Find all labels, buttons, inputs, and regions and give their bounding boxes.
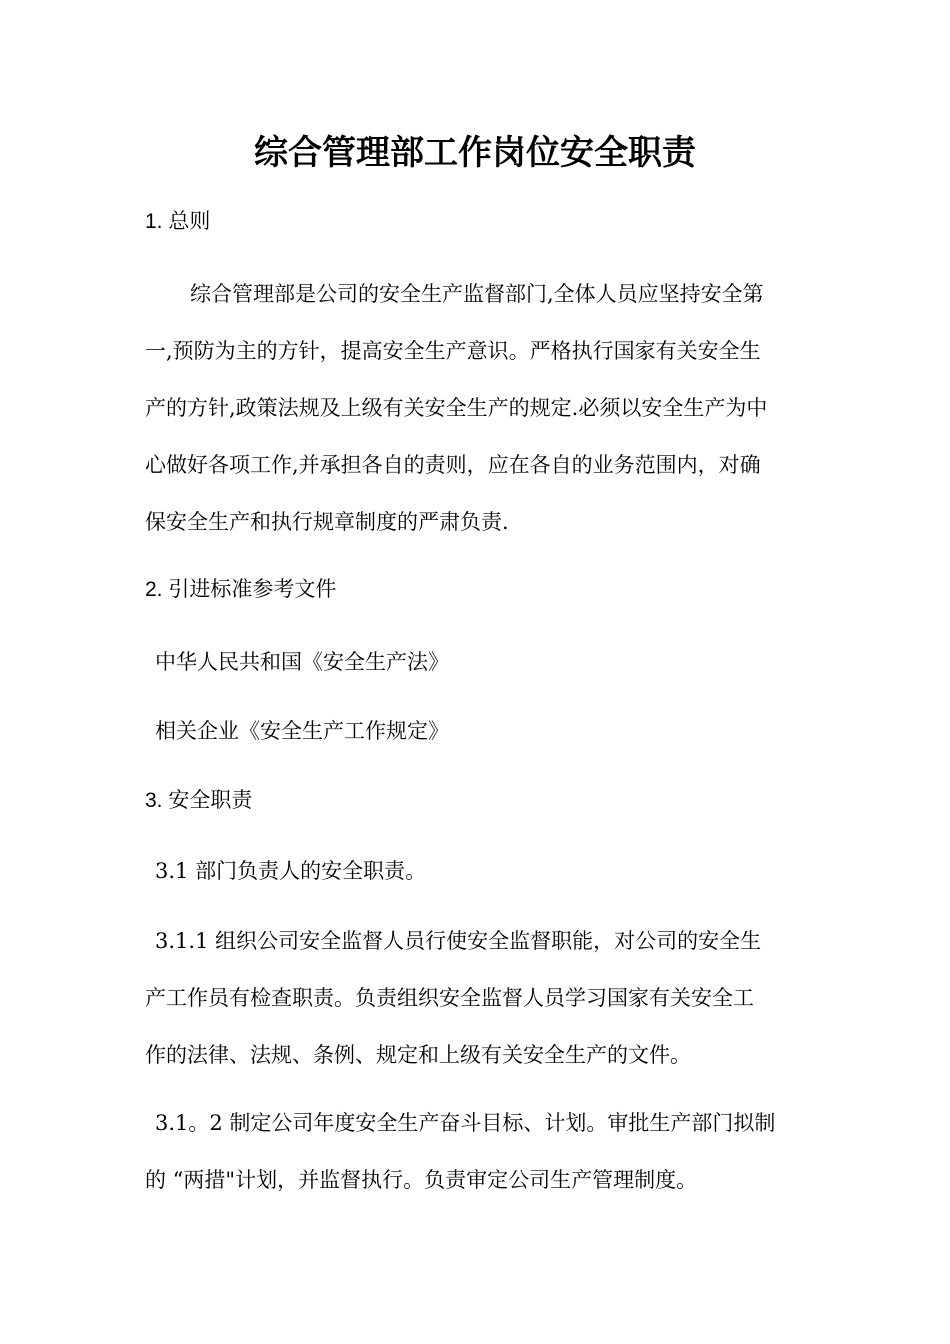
paragraph-line: 心做好各项工作,并承担各自的责则，应在各自的业务范围内，对确 — [145, 453, 761, 477]
paragraph-line: 一,预防为主的方针，提高安全生产意识。严格执行国家有关安全生 — [145, 339, 761, 363]
paragraph-line: 3.1.1 组织公司安全监督人员行使安全监督职能，对公司的安全生 — [155, 929, 762, 953]
sub-heading-3-1: 3.1 部门负责人的安全职责。 — [155, 859, 427, 883]
paragraph-line: 3.1。2 制定公司年度安全生产奋斗目标、计划。审批生产部门拟制 — [155, 1111, 776, 1135]
paragraph-line: 产工作员有检查职责。负责组织安全监督人员学习国家有关安全工 — [145, 986, 754, 1010]
reference-item: 中华人民共和国《安全生产法》 — [155, 650, 449, 674]
paragraph-line: 综合管理部是公司的安全生产监督部门,全体人员应坚持安全第 — [190, 282, 764, 306]
reference-item: 相关企业《安全生产工作规定》 — [155, 719, 449, 743]
paragraph-line: 产的方针,政策法规及上级有关安全生产的规定.必须以安全生产为中 — [145, 396, 768, 420]
paragraph-line: 作的法律、法规、条例、规定和上级有关安全生产的文件。 — [145, 1043, 691, 1067]
document-title: 综合管理部工作岗位安全职责 — [254, 133, 696, 173]
section-2-heading: 2. 引进标准参考文件 — [145, 578, 337, 601]
section-1-heading: 1. 总则 — [145, 210, 211, 233]
paragraph-line: 保安全生产和执行规章制度的严肃负责. — [145, 510, 509, 534]
paragraph-line: 的 “两措"计划，并监督执行。负责审定公司生产管理制度。 — [145, 1168, 698, 1192]
section-3-heading: 3. 安全职责 — [145, 789, 253, 812]
